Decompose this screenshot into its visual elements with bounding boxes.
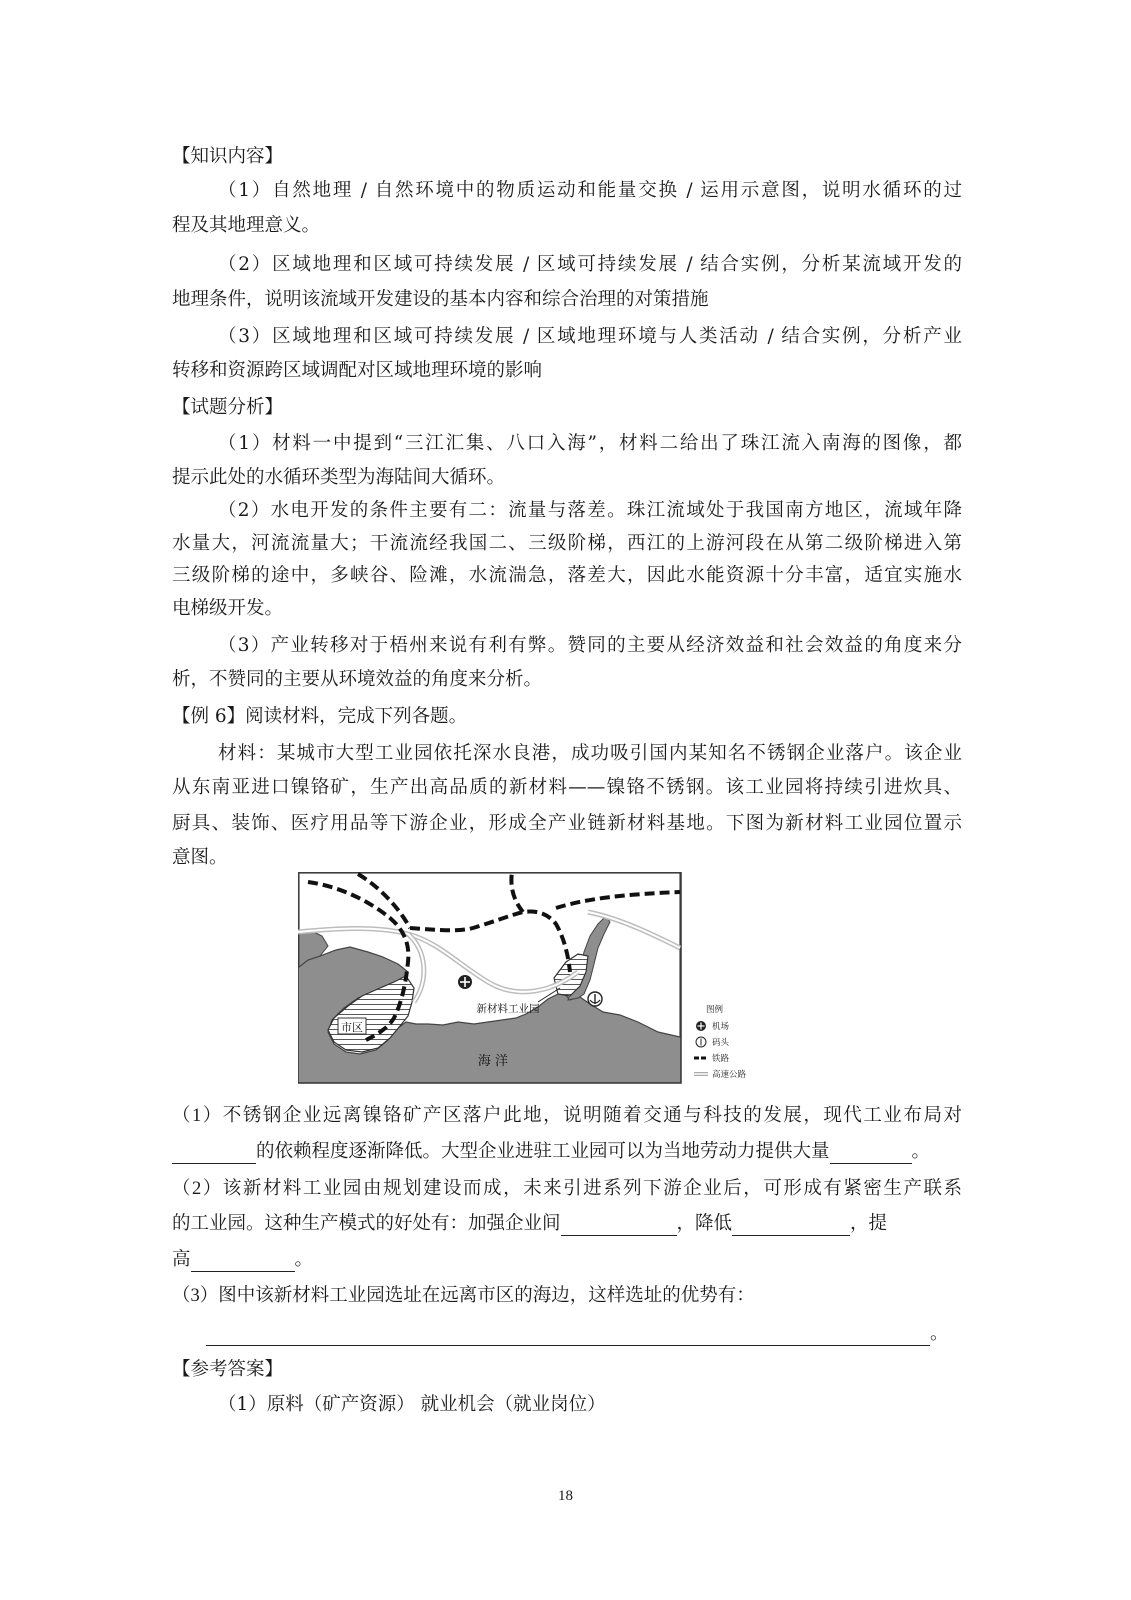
legend-dock: 码头 — [712, 1038, 730, 1048]
question-2-text-d: 高 — [172, 1250, 191, 1270]
example-heading: 【例 6】阅读材料，完成下列各题。 — [172, 706, 468, 727]
analysis-2-line-3: 三级阶梯的途中，多峡谷、险滩，水流湍急，落差大，因此水能资源十分丰富，适宜实施水 — [172, 565, 962, 586]
answer-1: （1）原料（矿产资源） 就业机会（就业岗位） — [218, 1394, 606, 1415]
analysis-1-line-2: 提示此处的水循环类型为海陆间大循环。 — [172, 467, 506, 488]
analysis-3-line-2: 析，不赞同的主要从环境效益的角度来分析。 — [172, 669, 543, 690]
answer-blank[interactable] — [206, 1325, 930, 1346]
question-2-text-a: 的工业园。这种生产模式的好处有：加强企业间 — [172, 1214, 561, 1234]
analysis-2-line-4: 电梯级开发。 — [172, 598, 284, 619]
section-heading-knowledge: 【知识内容】 — [172, 146, 284, 167]
knowledge-item-1-line-2: 程及其地理意义。 — [172, 215, 321, 236]
question-1-text-b: 。 — [911, 1142, 931, 1162]
question-2-text-e: 。 — [294, 1250, 314, 1270]
material-line-1: 材料：某城市大型工业园依托深水良港，成功吸引国内某知名不锈钢企业落户。该企业 — [218, 743, 962, 764]
analysis-2-line-1: （2）水电开发的条件主要有二：流量与落差。珠江流域处于我国南方地区，流域年降 — [218, 500, 962, 521]
section-heading-answer: 【参考答案】 — [172, 1359, 284, 1380]
question-1-line-1: （1）不锈钢企业远离镍铬矿产区落户此地，说明随着交通与科技的发展，现代工业布局对 — [172, 1106, 962, 1126]
label-city: 市区 — [341, 1021, 363, 1034]
answer-blank[interactable] — [191, 1251, 295, 1272]
legend-airport: 机场 — [712, 1022, 730, 1032]
question-3-line-1: （3）图中该新材料工业园选址在远离市区的海边，这样选址的优势有： — [172, 1286, 755, 1306]
airport-icon — [458, 975, 472, 989]
knowledge-item-3-line-1: （3）区域地理和区域可持续发展 / 区域地理环境与人类活动 / 结合实例，分析产业 — [218, 326, 962, 347]
material-line-2: 从东南亚进口镍铬矿，生产出高品质的新材料——镍铬不锈钢。该工业园将持续引进炊具、 — [172, 777, 962, 798]
question-2-text-c: ，提 — [850, 1214, 888, 1234]
question-2-line-3 — [172, 1248, 962, 1272]
question-1-text-a: 的依赖程度逐渐降低。大型企业进驻工业园可以为当地劳动力提供大量 — [256, 1142, 830, 1162]
knowledge-item-2-line-1: （2）区域地理和区域可持续发展 / 区域可持续发展 / 结合实例，分析某流域开发的 — [218, 254, 962, 275]
dock-icon — [588, 992, 602, 1006]
answer-blank[interactable] — [830, 1143, 912, 1164]
knowledge-item-3-line-2: 转移和资源跨区域调配对区域地理环境的影响 — [172, 360, 543, 381]
industrial-park-location-map — [298, 872, 798, 1094]
analysis-3-line-1: （3）产业转移对于梧州来说有利有弊。赞同的主要从经济效益和社会效益的角度来分 — [218, 635, 962, 656]
answer-blank[interactable] — [561, 1215, 677, 1236]
knowledge-item-2-line-2: 地理条件，说明该流域开发建设的基本内容和综合治理的对策措施 — [172, 289, 709, 310]
map-legend — [694, 1004, 747, 1080]
question-3-end: 。 — [930, 1324, 949, 1344]
knowledge-item-1-line-1: （1）自然地理 / 自然环境中的物质运动和能量交换 / 运用示意图，说明水循环的过 — [218, 180, 962, 201]
legend-highway: 高速公路 — [712, 1070, 747, 1080]
label-ocean: 海 洋 — [477, 1054, 509, 1069]
question-2-line-2 — [172, 1212, 962, 1236]
question-2-line-1: （2）该新材料工业园由规划建设而成，未来引进系列下游企业后，可形成有紧密生产联系 — [172, 1179, 962, 1199]
material-line-3: 厨具、装饰、医疗用品等下游企业，形成全产业链新材料基地。下图为新材料工业园位置示 — [172, 813, 962, 834]
page-number: 18 — [558, 1488, 573, 1504]
question-3-line-2 — [206, 1322, 949, 1346]
question-2-text-b: ，降低 — [676, 1214, 733, 1234]
question-1-line-2 — [172, 1140, 962, 1164]
section-heading-analysis: 【试题分析】 — [172, 397, 284, 418]
answer-blank[interactable] — [172, 1143, 256, 1164]
legend-title: 图例 — [706, 1005, 724, 1015]
analysis-2-line-2: 水量大，河流流量大；干流流经我国二、三级阶梯，西江的上游河段在从第二级阶梯进入第 — [172, 533, 962, 554]
material-line-4: 意图。 — [172, 847, 228, 868]
label-industrial-park: 新材料工业园 — [476, 1003, 540, 1015]
answer-blank[interactable] — [732, 1215, 850, 1236]
legend-railway: 铁路 — [712, 1054, 730, 1064]
analysis-1-line-1: （1）材料一中提到“三江汇集、八口入海”，材料二给出了珠江流入南海的图像，都 — [218, 433, 962, 454]
